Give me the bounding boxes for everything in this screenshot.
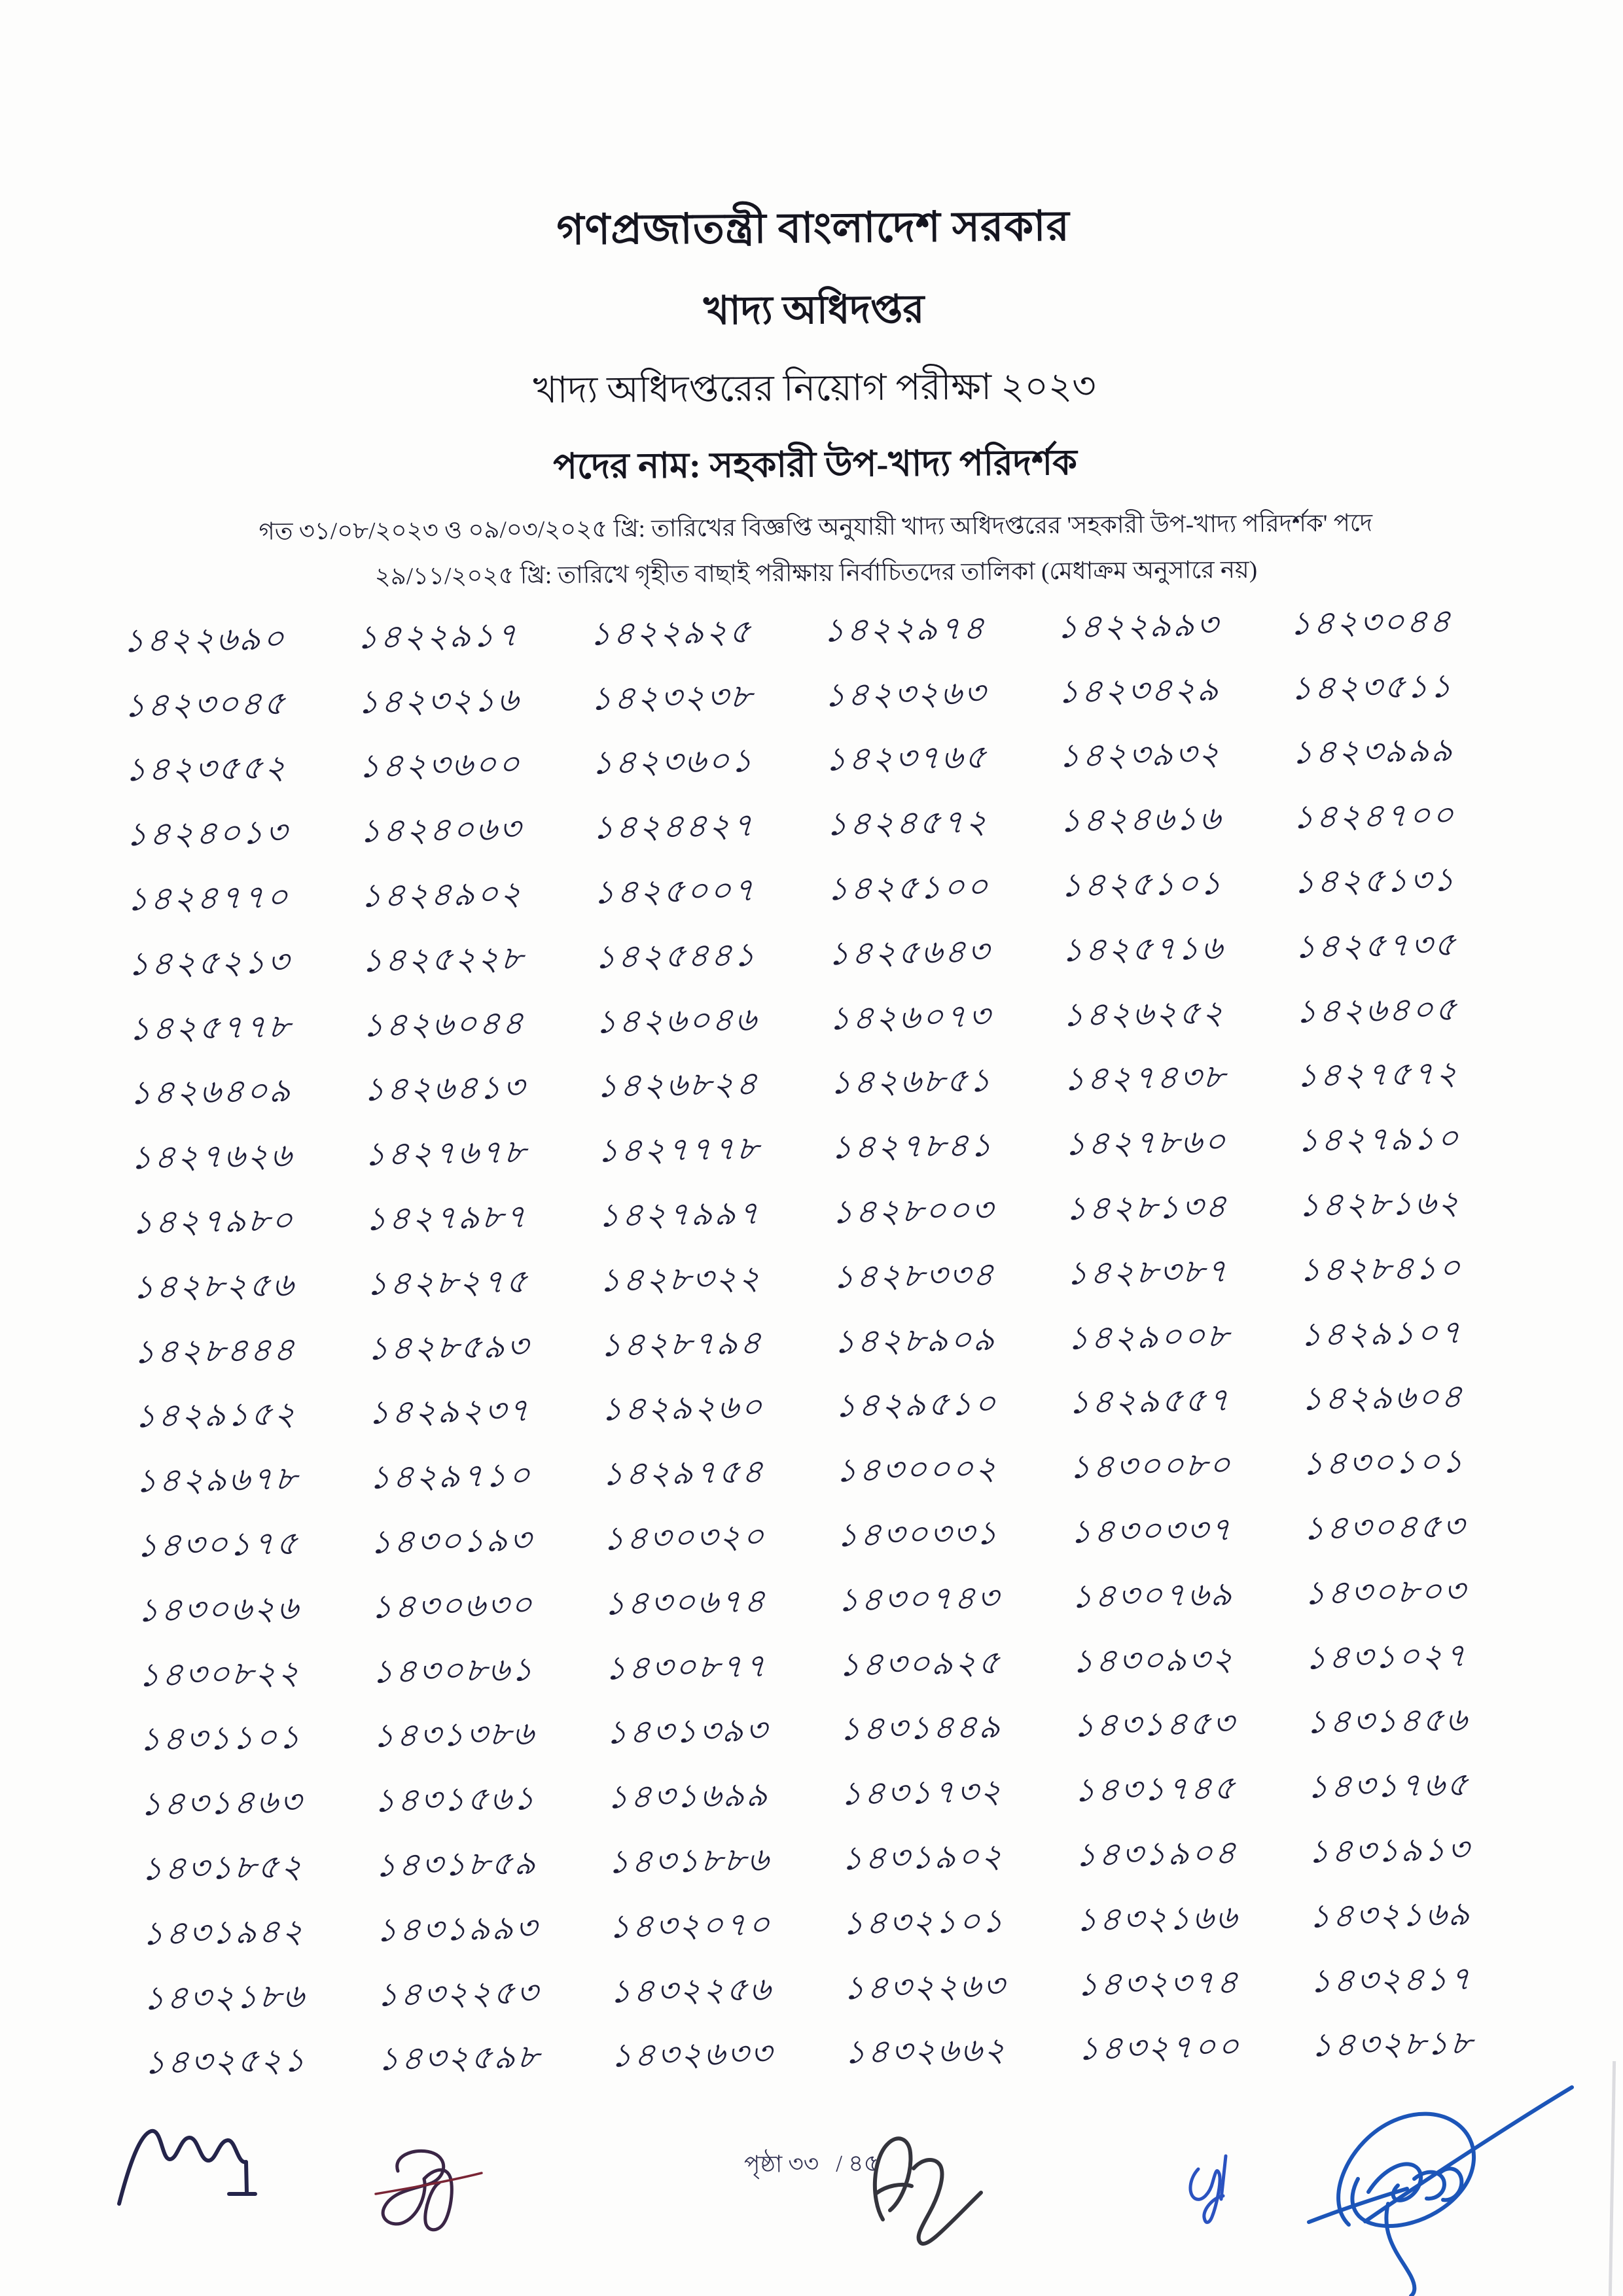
roll-number: ১৪৩০৩৩১ bbox=[835, 1513, 1001, 1555]
roll-number: ১৪২৮২৫৬ bbox=[131, 1265, 298, 1306]
roll-number: ১৪২৬০৭৩ bbox=[827, 997, 994, 1037]
roll-number: ১৪৩১৯৪২ bbox=[141, 1912, 307, 1952]
roll-number: ১৪২৮৩৩৪ bbox=[831, 1255, 997, 1296]
roll-number: ১৪২২৯৭৪ bbox=[821, 609, 988, 650]
roll-number: ১৪২৭৫৭২ bbox=[1295, 1054, 1461, 1095]
roll-number: ১৪২৩৫১১ bbox=[1289, 666, 1456, 707]
roll-number: ১৪৩২৩৭৪ bbox=[1075, 1962, 1241, 2004]
roll-number: ১৪৩২৫২১ bbox=[143, 2041, 309, 2082]
roll-number: ১৪২৫১০০ bbox=[825, 867, 992, 908]
roll-number: ১৪৩০০০২ bbox=[834, 1449, 1001, 1490]
roll-number: ১৪৩১৮৮৬ bbox=[607, 1840, 773, 1881]
notice-line-2: ২৯/১১/২০২৫ খ্রি: তারিখে গৃহীত বাছাই পরীক্ষায় নির্বাচিতদের তালিকা (মেধাক্রম অনুসারে নয়) bbox=[374, 556, 1258, 591]
roll-number: ১৪২৮০০৩ bbox=[830, 1190, 997, 1231]
roll-number: ১৪২৫০০৭ bbox=[592, 870, 758, 911]
roll-number: ১৪৩২২৬৩ bbox=[842, 1966, 1008, 2007]
roll-number: ১৪২৭৭৭৮ bbox=[596, 1129, 762, 1170]
roll-number: ১৪৩১৭৩২ bbox=[839, 1772, 1005, 1813]
exam-title: খাদ্য অধিদপ্তরের নিয়োগ পরীক্ষা ২০২৩ bbox=[533, 366, 1096, 412]
roll-number: ১৪২৫৭৭৮ bbox=[127, 1007, 294, 1048]
roll-number: ১৪২২৯২৫ bbox=[588, 612, 755, 653]
roll-number: ১৪৩০৭৪৩ bbox=[836, 1578, 1003, 1619]
roll-number: ১৪৩০৮৬১ bbox=[370, 1650, 537, 1691]
roll-number: ১৪৩১৯০৪ bbox=[1073, 1833, 1240, 1874]
roll-number: ১৪২৮১৩৪ bbox=[1063, 1187, 1230, 1228]
roll-number: ১৪৩২০৭০ bbox=[607, 1905, 774, 1946]
roll-number: ১৪২৯৭৫৪ bbox=[601, 1452, 767, 1493]
roll-number: ১৪২৭৮৬০ bbox=[1063, 1122, 1229, 1163]
roll-number: ১৪৩১৩৯৩ bbox=[605, 1711, 771, 1752]
roll-number: ১৪৩০৯৩২ bbox=[1070, 1639, 1237, 1680]
roll-number: ১৪২৩৯৯৯ bbox=[1291, 731, 1457, 772]
roll-number: ১৪৩২২৫৬ bbox=[608, 1969, 775, 2011]
signature-5 bbox=[1309, 2087, 1572, 2296]
roll-number: ১৪৩২১৬৯ bbox=[1308, 1894, 1474, 1935]
roll-number: ১৪৩০৩২০ bbox=[601, 1517, 768, 1558]
roll-number: ১৪২৯৭১০ bbox=[367, 1456, 534, 1497]
roll-number: ১৪২৫২১৩ bbox=[126, 942, 293, 983]
roll-number: ১৪২৪৬১৬ bbox=[1058, 799, 1224, 840]
roll-number: ১৪২৩৫৫২ bbox=[123, 748, 290, 789]
roll-number: ১৪২৩২৬৩ bbox=[823, 673, 989, 715]
roll-number: ১৪২৬২৫২ bbox=[1061, 993, 1227, 1034]
roll-number: ১৪২৮৪১০ bbox=[1298, 1248, 1465, 1289]
roll-number: ১৪২৫১০১ bbox=[1059, 864, 1225, 905]
roll-number: ১৪৩০১৭৫ bbox=[135, 1524, 301, 1565]
roll-number: ১৪২৮১৬২ bbox=[1297, 1183, 1463, 1224]
roll-number: ১৪২৩০৪৫ bbox=[122, 684, 289, 724]
roll-number: ১৪৩০৪৫৩ bbox=[1302, 1506, 1469, 1547]
roll-number: ১৪৩০৬৭৪ bbox=[603, 1581, 769, 1623]
page-number-label: পৃষ্ঠা ৩৩ bbox=[743, 2150, 819, 2178]
roll-number: ১৪৩১৮৫২ bbox=[139, 1847, 306, 1888]
roll-number: ১৪২৭৯৮০ bbox=[130, 1201, 296, 1242]
roll-number: ১৪৩১৪৫৬ bbox=[1305, 1701, 1471, 1742]
roll-number: ১৪২৫২২৮ bbox=[359, 938, 526, 980]
roll-number: ১৪৩১৭৬৫ bbox=[1306, 1765, 1472, 1806]
roll-number: ১৪২৩৬০১ bbox=[590, 741, 757, 783]
roll-number: ১৪২৭৯৮৭ bbox=[363, 1197, 530, 1238]
roll-number: ১৪২৬৪০৯ bbox=[128, 1071, 294, 1112]
roll-number: ১৪২৫৪৪১ bbox=[593, 935, 759, 976]
roll-number: ১৪৩০১০১ bbox=[1301, 1442, 1467, 1483]
roll-number: ১৪৩০০৮০ bbox=[1067, 1445, 1234, 1487]
roll-number: ১৪৩১৯৯৩ bbox=[374, 1908, 541, 1949]
roll-number: ১৪২২৯১৭ bbox=[355, 616, 522, 656]
roll-number: ১৪২৪০১৩ bbox=[124, 813, 291, 854]
roll-number: ১৪২৯১৫২ bbox=[133, 1394, 300, 1436]
roll-number: ১৪২৫৭১৬ bbox=[1060, 928, 1226, 969]
roll-number: ১৪২৩২১৬ bbox=[356, 680, 522, 721]
roll-number: ১৪৩১৭৪৫ bbox=[1072, 1769, 1239, 1810]
roll-number: ১৪২৪৭০০ bbox=[1291, 796, 1458, 837]
roll-number: ১৪২২৬৯০ bbox=[121, 619, 288, 660]
roll-number: ১৪৩১৫৬১ bbox=[372, 1779, 539, 1820]
roll-number: ১৪৩০৭৬৯ bbox=[1069, 1574, 1236, 1616]
roll-number: ১৪২৩২৩৮ bbox=[589, 677, 756, 718]
roll-number: ১৪৩১৯০২ bbox=[840, 1837, 1007, 1878]
roll-number: ১৪৩১৯১৩ bbox=[1306, 1829, 1473, 1871]
roll-number: ১৪২৮৪৪৪ bbox=[132, 1330, 298, 1371]
roll-number: ১৪২৮৯০৯ bbox=[832, 1320, 999, 1360]
roll-number: ১৪৩২৭০০ bbox=[1076, 2027, 1243, 2068]
government-title: গণপ্রজাতন্ত্রী বাংলাদেশ সরকার bbox=[556, 202, 1071, 254]
scan-edge-shadow bbox=[1609, 2061, 1616, 2296]
post-name-title: পদের নাম: সহকারী উপ-খাদ্য পরিদর্শক bbox=[553, 442, 1078, 487]
directorate-title: খাদ্য অধিদপ্তর bbox=[703, 287, 925, 333]
roll-number: ১৪২৯০০৮ bbox=[1065, 1316, 1232, 1357]
roll-number: ১৪৩২৪১৭ bbox=[1308, 1959, 1475, 2000]
roll-number: ১৪৩০৮০৩ bbox=[1303, 1571, 1469, 1612]
roll-number: ১৪৩০৩৩৭ bbox=[1068, 1510, 1235, 1551]
roll-number: ১৪২৭৮৪১ bbox=[829, 1125, 996, 1167]
roll-number: ১৪২৪৭৭০ bbox=[125, 877, 292, 919]
roll-number: ১৪২৯৫৫৭ bbox=[1067, 1381, 1233, 1422]
roll-number: ১৪৩০১৯৩ bbox=[368, 1521, 535, 1561]
roll-number: ১৪২৯২৬০ bbox=[599, 1388, 766, 1428]
roll-number: ১৪৩১৩৮৬ bbox=[371, 1714, 538, 1756]
page-total-label: / ৪৫ bbox=[835, 2149, 880, 2177]
roll-number: ১৪২২৯৯৩ bbox=[1055, 605, 1221, 646]
notice-line-1: গত ৩১/০৮/২০২৩ ও ০৯/০৩/২০২৫ খ্রি: তারিখের বিজ্ঞপ্তি অনুযায়ী খাদ্য অধিদপ্তরের 'সহকারী উপ-খাদ্য পরিদর্শক' পদে bbox=[259, 510, 1373, 546]
roll-number: ১৪৩০৮২২ bbox=[137, 1653, 303, 1694]
roll-number: ১৪৩২৫৯৮ bbox=[376, 2038, 543, 2079]
roll-number: ১৪৩০৯২৫ bbox=[837, 1643, 1003, 1684]
roll-number: ১৪২৬০৪৪ bbox=[361, 1003, 527, 1044]
roll-number: ১৪৩০৬৩০ bbox=[369, 1585, 536, 1626]
roll-number: ১৪৩১১০১ bbox=[137, 1718, 304, 1759]
roll-number: ১৪২৩০৪৪ bbox=[1289, 601, 1455, 643]
roll-number: ১৪২৯৬৭৮ bbox=[134, 1459, 300, 1500]
roll-number: ১৪২৫৬৪৩ bbox=[827, 932, 993, 973]
roll-number: ১৪২৪৯০২ bbox=[359, 874, 525, 915]
roll-number: ১৪৩২১৮৬ bbox=[141, 1976, 308, 2017]
roll-number: ১৪২৩৪২৯ bbox=[1056, 669, 1222, 711]
roll-number: ১৪২৯২৩৭ bbox=[366, 1391, 533, 1432]
roll-number: ১৪৩২৬৬২ bbox=[842, 2030, 1009, 2072]
roll-number: ১৪২৮৫৯৩ bbox=[365, 1326, 532, 1368]
roll-number: ১৪২৯৬০৪ bbox=[1300, 1377, 1467, 1419]
roll-number: ১৪২৭৪৩৮ bbox=[1061, 1057, 1228, 1099]
roll-number: ১৪২৬৮২৪ bbox=[595, 1065, 761, 1106]
roll-number: ১৪৩২১০১ bbox=[841, 1901, 1007, 1942]
roll-number: ১৪২৯১০৭ bbox=[1299, 1313, 1465, 1354]
roll-number: ১৪২৮২৭৫ bbox=[365, 1262, 531, 1303]
roll-number: ১৪২৭৯৯৭ bbox=[597, 1193, 763, 1235]
roll-number: ১৪২৩৬০০ bbox=[357, 745, 524, 786]
roll-number: ১৪২৪০৬৩ bbox=[357, 809, 524, 851]
roll-number: ১৪৩১৪৪৯ bbox=[838, 1707, 1005, 1748]
roll-number: ১৪২৫৭৩৫ bbox=[1293, 925, 1459, 966]
roll-number: ১৪২৮৩৮৭ bbox=[1065, 1252, 1231, 1292]
roll-number: ১৪২৬০৪৬ bbox=[594, 1000, 760, 1041]
roll-number: ১৪২৮৭৯৪ bbox=[599, 1323, 765, 1364]
roll-number: ১৪৩১৬৯৯ bbox=[605, 1775, 772, 1816]
roll-number: ১৪২৪৪২৭ bbox=[591, 806, 758, 847]
roll-number: ১৪২৫১৩১ bbox=[1292, 860, 1459, 901]
roll-number: ১৪৩২৮১৮ bbox=[1310, 2024, 1476, 2064]
roll-number: ১৪২৯৫১০ bbox=[833, 1384, 999, 1425]
notice-paragraph bbox=[4, 499, 1623, 603]
roll-grid bbox=[87, 591, 1509, 2098]
roll-number: ১৪৩১০২৭ bbox=[1304, 1636, 1471, 1677]
document-header bbox=[0, 0, 1623, 591]
roll-number: ১৪৩০৮৭৭ bbox=[603, 1646, 770, 1687]
roll-number: ১৪২৬৪১৩ bbox=[361, 1068, 528, 1109]
page-number bbox=[0, 2138, 1623, 2194]
roll-number: ১৪২৭৯১০ bbox=[1296, 1119, 1463, 1159]
roll-number: ১৪৩১৮৫৯ bbox=[373, 1843, 539, 1884]
roll-number: ১৪৩১৪৬৩ bbox=[139, 1782, 305, 1824]
roll-number: ১৪২৩৭৬৫ bbox=[823, 738, 990, 779]
roll-number: ১৪২৮৩২২ bbox=[597, 1258, 764, 1299]
roll-number: ১৪৩২১৬৬ bbox=[1074, 1898, 1241, 1939]
roll-number: ১৪২৬৪০৫ bbox=[1294, 989, 1461, 1031]
roll-number: ১৪৩১৪৫৩ bbox=[1071, 1704, 1238, 1745]
roll-number: ১৪২৭৬৭৮ bbox=[363, 1133, 529, 1174]
roll-number: ১৪৩০৬২৬ bbox=[135, 1589, 302, 1629]
roll-number: ১৪৩২৬৩৩ bbox=[609, 2034, 776, 2075]
roll-number: ১৪২৭৬২৬ bbox=[129, 1136, 296, 1177]
roll-number: ১৪৩২২৫৩ bbox=[375, 1973, 541, 2014]
roll-number: ১৪২৩৯৩২ bbox=[1057, 734, 1223, 775]
roll-number: ১৪২৪৫৭২ bbox=[825, 802, 991, 843]
roll-number: ১৪২৬৮৫১ bbox=[829, 1061, 995, 1102]
